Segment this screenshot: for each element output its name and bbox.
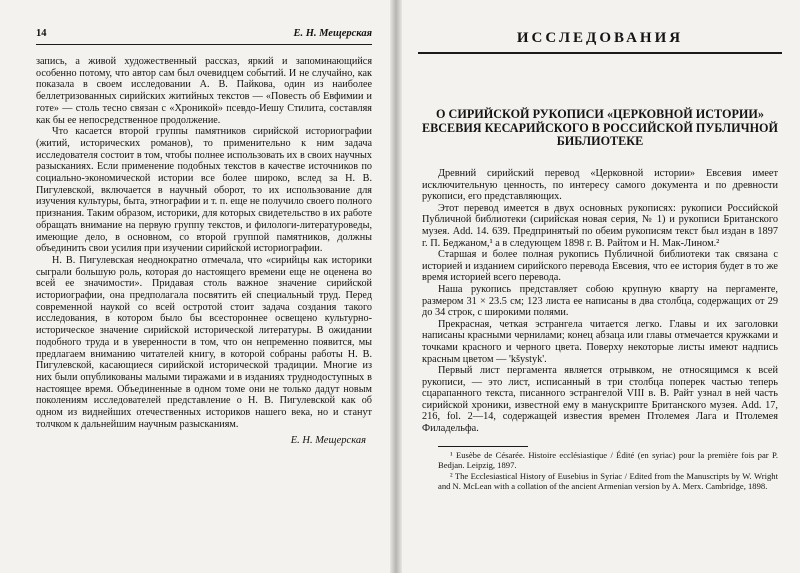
- section-title: ИССЛЕДОВАНИЯ: [516, 30, 684, 46]
- book-gutter: [390, 0, 402, 573]
- right-text-column: [422, 168, 778, 435]
- footnote: ¹ Eusèbe de Césarée. Histoire ecclésiastique / Édité (en syriac) pour la première fois par P. Bedjan. Leipzig, 1897.: [438, 450, 778, 471]
- running-head-author: Е. Н. Мещерская: [293, 28, 372, 39]
- left-text-column: [36, 56, 372, 431]
- article-title: О СИРИЙСКОЙ РУКОПИСИ «ЦЕРКОВНОЙ ИСТОРИИ» ЕВСЕВИЯ КЕСАРИЙСКОГО В РОССИЙСКОЙ ПУБЛИЧНОЙ БИБЛИОТЕКЕ: [422, 107, 779, 148]
- paragraph: Прекрасная, четкая эстрангела читается легко. Главы и их заголовки написаны красными чернилами; конец абзаца или главы отмечается кружками и точками красного и черного цвета. Поверху некоторые листы имеют надпись красным цветом — 'kšystyk'.: [422, 318, 778, 365]
- paragraph: Н. В. Пигулевская неоднократно отмечала, что «сирийцы как историки сыграли большую роль, которая до настоящего времени еще не оценена во всей ее значимости». Придавая столь важное значение сирийской историографии, она предполагала посвятить ей специальный труд. Перед современной наукой со всей остротой стоит задача создания такого исследования, в котором было бы всестороннее освещено культурно-историческое значение сирийской исторической литературы. В ожидании подобного труда и в уверенности в том, что он непременно появится, мы предлагаем вниманию читателей книгу, в которой собраны работы Н. В. Пигулевской, касающиеся сирийской исторической традиции. Многие из них были опубликованы малыми тиражами и в изданиях труднодоступных в настоящее время. Объединенные в одном томе они не только дадут новым поколениям исследователей представление о Н. В. Пигулевской как об одном из виднейших отечественных историков нашего века, но и станут толчком к дальнейшим научным разысканиям.: [36, 254, 372, 430]
- paragraph: Древний сирийский перевод «Церковной истории» Евсевия имеет исключительную ценность, по интересу самого документа и по древности рукописи, его представляющих.: [422, 168, 778, 203]
- page-number: 14: [36, 28, 47, 39]
- paragraph: Старшая и более полная рукопись Публичной библиотеки так связана с историей и изданием сирийского перевода Евсевия, что ее история будет в то же время историей всего перевода.: [422, 249, 778, 284]
- paragraph: запись, а живой художественный рассказ, яркий и запоминающийся особенно потому, что автор сам был очевидцем событий. И не случайно, как показала в своем исследовании А. В. Пайкова, один из наиболее беллетризованных сирийских житийных текстов — «Повесть об Евфимии и готе» — столь тесно связан с «Хроникой» псевдо-Иешу Стилита, составляя как бы ее непосредственное продолжение.: [36, 56, 372, 126]
- paragraph: Наша рукопись представляет собою крупную кварту на пергаменте, размером 31 × 23.5 см; 123 листа ее написаны в два столбца, содержащих от 29 до 34 строк, с широкими полями.: [422, 283, 778, 319]
- footnote: ² The Ecclesiastical History of Eusebius in Syriac / Edited from the Manuscripts by W. Wright and N. McLean with a collation of the ancient Armenian version by A. Merx. Cambridge, 1898.: [438, 470, 778, 492]
- footnote-rule: [438, 446, 528, 447]
- author-signature: Е. Н. Мещерская: [290, 435, 366, 446]
- section-rule: [418, 52, 782, 54]
- right-page: [402, 0, 800, 573]
- footnotes: [438, 450, 778, 492]
- header-rule: [36, 44, 372, 45]
- paragraph: Первый лист пергамента является отрывком, не относящимся к всей рукописи, — это лист, исписанный в три столбца поперек частью теперь сцарапанного текста, писанного эстрангелой VIII в. В. Райт узнал в ней часть сирийской хроники, известной ему в манускрипте Британского музея. Add. 17, 216, fol. 2—14, содержащей известия времен Птолемея Лага и Птолемея Филадельфа.: [422, 365, 778, 435]
- paragraph: Что касается второй группы памятников сирийской историографии (житий, исторических романов), то применительно к ним задача исследователя состоит в том, чтобы полнее использовать их в своих научных разысканиях. Если применение подобных текстов в качестве источников по социально-экономической истории все более широко, вслед за Н. В. Пигулевской, включается в научный оборот, то их использование для изучения культуры, быта, этнографии и т. п. еще не получило своего полного признания. Таким образом, историки, для которых свидетельство в их работе обращать внимание на первую группу текстов, и филологи-литературоведы, имеющие дело, в основном, со второй группой памятников, должны объединить свои усилия при изучении сирийской историографии.: [36, 126, 372, 255]
- left-page: [0, 0, 390, 573]
- paragraph: Этот перевод имеется в двух основных рукописях: рукописи Российской Публичной библиотеки (сирийская новая серия, № 1) и рукописи Британского музея. Add. 14. 639. Предпринятый по обеим рукописям текст был издан в 1897 г. П. Беджаном,¹ а в следующем 1898 г. В. Райтом и Н. Мак-Лином.²: [422, 202, 778, 249]
